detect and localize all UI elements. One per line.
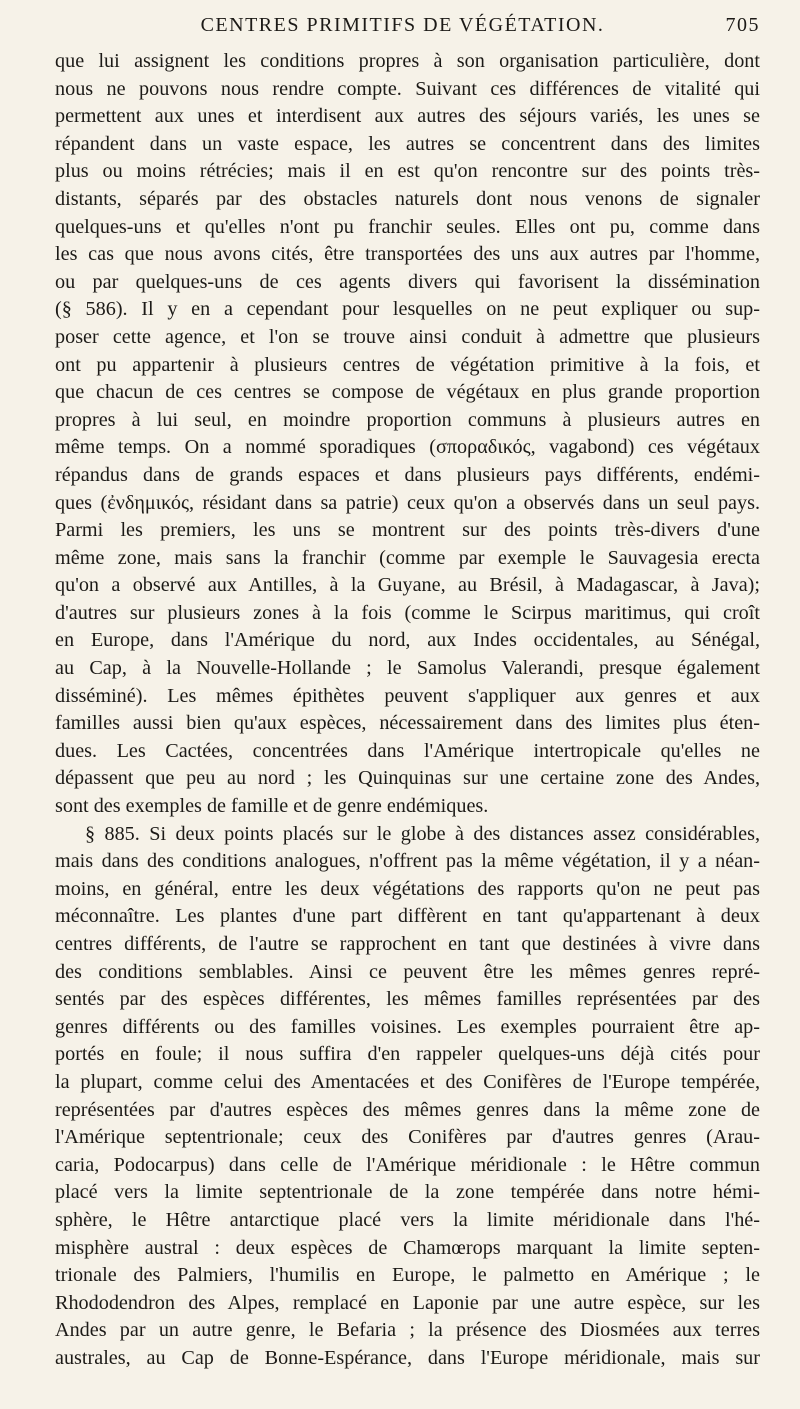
text-line: sphère, le Hêtre antarctique placé vers la limite méridionale dans l'hé- [55,1208,760,1231]
page-header [55,14,760,48]
text-line: en Europe, dans l'Amérique du nord, aux Indes occidentales, au Sénégal, [55,629,760,652]
text-line: caria, Podocarpus) dans celle de l'Amérique méridionale : le Hêtre commun [55,1153,760,1176]
text-line: trionale des Palmiers, l'humilis en Europe, le palmetto en Amérique ; le [55,1264,760,1287]
text-line: sentés par des espèces différentes, les mêmes familles représentées par des [55,988,760,1011]
text-line: poser cette agence, et l'on se trouve ainsi conduit à admettre que plusieurs [55,325,760,348]
text-line: méconnaître. Les plantes d'une part diffèrent en tant qu'appartenant à deux [55,905,760,928]
text-line: centres différents, de l'autre se rapprochent en tant que destinées à vivre dans [55,933,760,955]
body-text [55,48,760,1373]
text-line: que chacun de ces centres se compose de végétaux en plus grande proportion [55,381,760,404]
text-line: répandent dans un vaste espace, les autres se concentrent dans des limites [55,132,760,155]
text-line: ont pu appartenir à plusieurs centres de végétation primitive à la fois, et [55,353,760,376]
text-line: que lui assignent les conditions propres à son organisation particulière, dont [55,50,760,72]
text-line: même zone, mais sans la franchir (comme par exemple le Sauvagesia erecta [55,546,760,569]
text-line: sont des exemples de famille et de genre endémiques. [55,795,489,818]
text-line: propres à lui seul, en moindre proportion communs à plusieurs autres en [55,408,760,431]
text-line: au Cap, à la Nouvelle-Hollande ; le Samolus Valerandi, presque également [55,657,760,680]
text-line: dépassent que peu au nord ; les Quinquinas sur une certaine zone des Andes, [55,767,760,790]
text-line: permettent aux unes et interdisent aux autres des séjours variés, les unes se [55,105,760,128]
text-line: la plupart, comme celui des Amentacées et des Conifères de l'Europe tempérée, [55,1070,760,1093]
text-line: même temps. On a nommé sporadiques (σποραδικός, vagabond) ces végétaux [55,436,760,459]
text-line: Rhododendron des Alpes, remplacé en Laponie par une autre espèce, sur les [55,1291,760,1314]
text-line: qu'on a observé aux Antilles, à la Guyane, au Brésil, à Madagascar, à Java); [55,574,760,597]
text-line: quelques-uns et qu'elles n'ont pu franchir seules. Elles ont pu, comme dans [55,215,760,238]
text-line: l'Amérique septentrionale; ceux des Conifères par d'autres genres (Arau- [55,1126,760,1149]
text-line: mais dans des conditions analogues, n'offrent pas la même végétation, il y a néan- [55,850,760,873]
text-line: (§ 586). Il y en a cependant pour lesquelles on ne peut expliquer ou sup- [55,298,760,321]
text-line: familles aussi bien qu'aux espèces, nécessairement dans des limites plus éten- [55,712,760,735]
text-line: répandus dans de grands espaces et dans plusieurs pays différents, endémi- [55,463,760,486]
text-line: moins, en général, entre les deux végétations des rapports qu'on ne peut pas [55,877,760,900]
text-line: australes, au Cap de Bonne-Espérance, dans l'Europe méridionale, mais sur [55,1346,760,1369]
text-line: misphère austral : deux espèces de Chamœrops marquant la limite septen- [55,1236,760,1259]
text-line: ques (ἐνδημικός, résidant dans sa patrie) ceux qu'on a observés dans un seul pays. [55,491,760,514]
text-line: distants, séparés par des obstacles naturels dont nous venons de signaler [55,187,760,210]
running-title: CENTRES PRIMITIFS DE VÉGÉTATION. [200,14,605,36]
text-line: ou par quelques-uns de ces agents divers qui favorisent la dissémination [55,270,760,293]
text-line: plus ou moins rétrécies; mais il en est qu'on rencontre sur des points très- [55,160,760,183]
text-line: placé vers la limite septentrionale de la zone tempérée dans notre hémi- [55,1181,760,1204]
text-line: Andes par un autre genre, le Befaria ; la présence des Diosmées aux terres [55,1319,760,1342]
text-line: représentées par d'autres espèces des mêmes genres dans la même zone de [55,1098,760,1121]
text-line: Parmi les premiers, les uns se montrent sur des points très-divers d'une [55,519,760,542]
text-line: les cas que nous avons cités, être transportées des uns aux autres par l'homme, [55,243,760,266]
text-line: genres différents ou des familles voisines. Les exemples pourraient être ap- [55,1015,760,1038]
text-line: des conditions semblables. Ainsi ce peuvent être les mêmes genres repré- [55,960,760,983]
page-number: 705 [725,14,760,36]
text-line: nous ne pouvons nous rendre compte. Suivant ces différences de vitalité qui [55,77,760,100]
text-line: § 885. Si deux points placés sur le globe à des distances assez considérables, [85,822,760,845]
text-line: portés en foule; il nous suffira d'en rappeler quelques-uns déjà cités pour [55,1043,760,1066]
text-line: dues. Les Cactées, concentrées dans l'Amérique intertropicale qu'elles ne [55,739,760,762]
text-line: disséminé). Les mêmes épithètes peuvent s'appliquer aux genres et aux [55,684,760,707]
text-line: d'autres sur plusieurs zones à la fois (comme le Scirpus maritimus, qui croît [55,601,760,624]
